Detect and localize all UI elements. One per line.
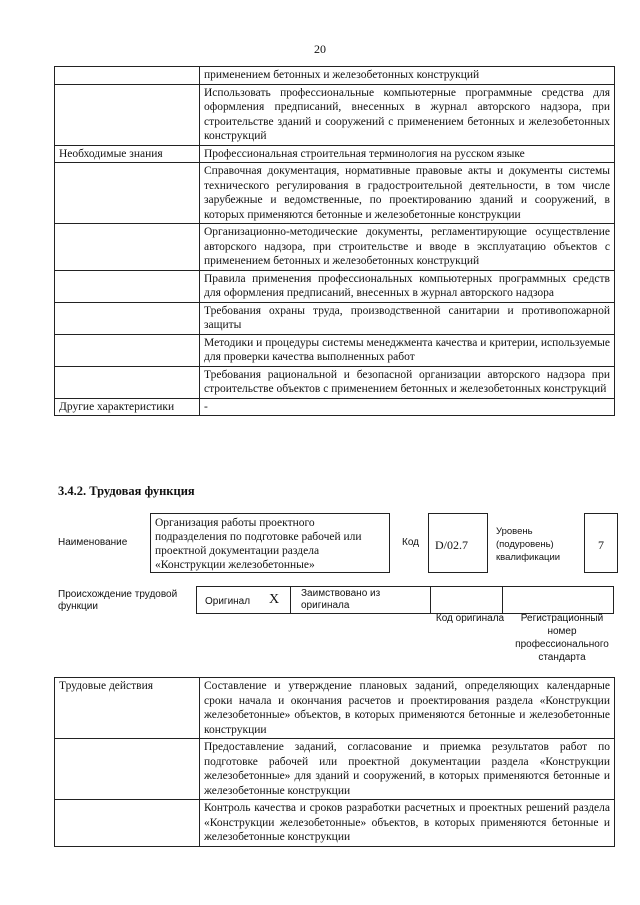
table-row — [55, 678, 615, 739]
table-row — [55, 302, 615, 334]
row-text: Профессиональная строительная терминология на русском языке — [200, 145, 615, 163]
original-code-cell — [431, 587, 503, 613]
origin-label: Происхождение трудовой функции — [58, 589, 178, 612]
table-row — [55, 366, 615, 398]
row-text: Требования рациональной и безопасной организации авторского надзора при строительстве объектов с применением бетонных и железобетонных конструкций — [200, 366, 615, 398]
origin-box — [196, 586, 614, 614]
table-row — [55, 163, 615, 224]
registration-number-caption: Регистрационный номер профессионального стандарта — [515, 613, 609, 663]
function-code: D/02.7 — [428, 513, 488, 573]
qualification-level: 7 — [584, 513, 618, 573]
table-row — [55, 800, 615, 847]
table-row — [55, 398, 615, 416]
original-mark: X — [269, 592, 280, 607]
table-row — [55, 334, 615, 366]
row-label — [55, 366, 200, 398]
row-text: Составление и утверждение плановых заданий, определяющих календарные сроки начала и окончания расчетов и проектирования раздела «Конструкции железобетонные» объектов, в которых применяются бетонные и железобетонные конструкции — [200, 678, 615, 739]
borrowed-label: Заимствовано из оригинала — [301, 588, 381, 611]
table-row — [55, 224, 615, 271]
original-label: Оригинал — [205, 596, 251, 607]
row-label: Другие характеристики — [55, 398, 200, 416]
row-text: Организационно-методические документы, регламентирующие осуществление авторского надзора, при строительстве и вводе в эксплуатацию объектов с применением бетонных и железобетонных конструкций — [200, 224, 615, 271]
labor-function-header — [54, 509, 624, 579]
table-row — [55, 67, 615, 85]
row-label: Трудовые действия — [55, 678, 200, 739]
row-text: Методики и процедуры системы менеджмента качества и критерии, используемые для проверки качества выполненных работ — [200, 334, 615, 366]
row-label — [55, 334, 200, 366]
name-label: Наименование — [58, 537, 128, 548]
row-text: Требования охраны труда, производственной санитарии и противопожарной защиты — [200, 302, 615, 334]
row-label: Необходимые знания — [55, 145, 200, 163]
row-label — [55, 270, 200, 302]
table-row — [55, 739, 615, 800]
code-label: Код — [402, 537, 420, 548]
row-text: Справочная документация, нормативные правовые акты и документы системы технического регулирования в градостроительной деятельности, в том числе зарубежные и ведомственные, по проектированию зданий и сооружений, в которых применяются бетонные и железобетонные конструкции — [200, 163, 615, 224]
skills-knowledge-table — [54, 66, 615, 416]
level-label: Уровень (подуровень) квалификации — [496, 526, 561, 563]
row-text: Контроль качества и сроков разработки расчетных и проектных решений раздела «Конструкции железобетонные» объектов, в которых применяются бетонные и железобетонные конструкции — [200, 800, 615, 847]
row-text: Предоставление заданий, согласование и приемка результатов работ по подготовке рабочей или проектной документации раздела «Конструкции железобетонные» для зданий и сооружений, в которых применяются бетонные и железобетонные конструкции — [200, 739, 615, 800]
row-label — [55, 739, 200, 800]
section-heading: 3.4.2. Трудовая функция — [58, 484, 195, 498]
row-label — [55, 67, 200, 85]
row-text: применением бетонных и железобетонных конструкций — [200, 67, 615, 85]
row-label — [55, 224, 200, 271]
function-name: Организация работы проектного подразделения по подготовке рабочей или проектной документации раздела «Конструкции железобетонные» — [150, 513, 390, 573]
original-code-caption: Код оригинала — [435, 613, 505, 624]
row-text: - — [200, 398, 615, 416]
row-label — [55, 84, 200, 145]
page-number: 20 — [314, 42, 326, 56]
row-label — [55, 800, 200, 847]
row-text: Использовать профессиональные компьютерные программные средства для оформления предписаний, внесенных в журнал авторского надзора, при строительстве зданий и сооружений с применением бетонных и железобетонных конструкций — [200, 84, 615, 145]
table-row — [55, 270, 615, 302]
labor-actions-table — [54, 677, 615, 847]
row-text: Правила применения профессиональных компьютерных программных средств для оформления предписаний, внесенных в журнал авторского надзора — [200, 270, 615, 302]
row-label — [55, 163, 200, 224]
table-row — [55, 84, 615, 145]
table-row — [55, 145, 615, 163]
row-label — [55, 302, 200, 334]
